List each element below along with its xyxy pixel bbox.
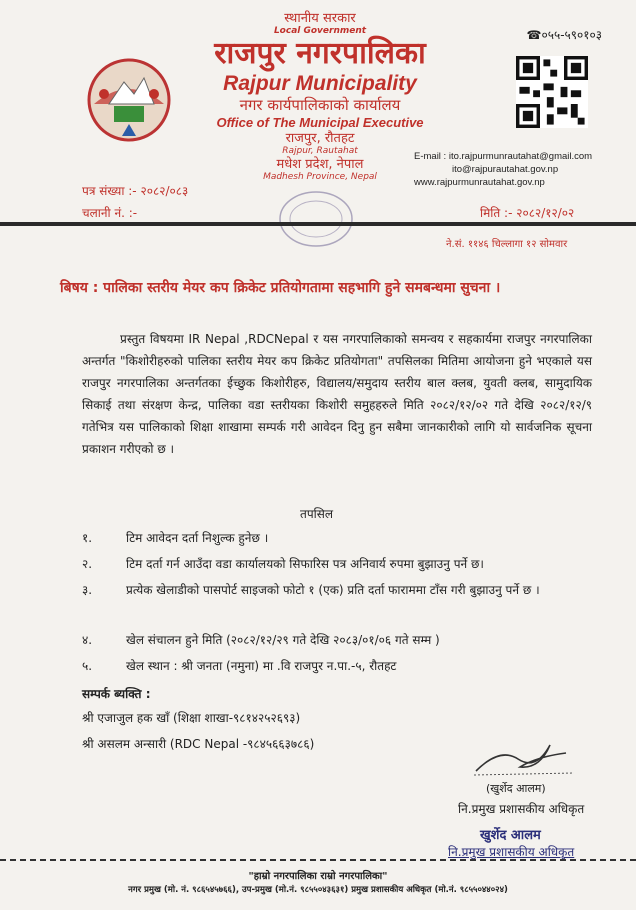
office-np: नगर कार्यपालिकाको कार्यालय xyxy=(239,96,401,114)
contact-person-1: श्री एजाजुल हक खाँ (शिक्षा शाखा-९८१४२५२६९३) xyxy=(82,711,301,725)
list-item xyxy=(82,527,602,549)
item-text: टिम दर्ता गर्न आउँदा वडा कार्यालयको सिफारिस पत्र अनिवार्य रुपमा बुझाउनु पर्ने छ। xyxy=(126,557,484,571)
qr-code-icon xyxy=(516,56,588,128)
dispatch-number: चलानी नं. :- xyxy=(82,206,138,220)
stamp-name: खुर्शेद आलम xyxy=(480,828,541,843)
item-text: खेल स्थान : श्री जनता (नमुना) मा .वि राजपुर न.पा.-५, रौतहट xyxy=(126,659,397,673)
header-divider xyxy=(0,222,636,226)
signatory-title: नि.प्रमुख प्रशासकीय अधिकृत xyxy=(458,802,585,816)
email-secondary: ito@rajpurautahat.gov.np xyxy=(452,164,559,175)
nepal-sambat-date: ने.सं. ११४६ चिल्लागा १२ सोमवार xyxy=(446,239,568,250)
reference-number xyxy=(82,182,188,199)
list-item xyxy=(82,655,602,677)
stamp-title: नि.प्रमुख प्रशासकीय अधिकृत xyxy=(448,845,575,859)
contact-persons-heading: सम्पर्क ब्यक्ति : xyxy=(82,687,151,701)
item-text: टिम आवेदन दर्ता निशुल्क हुनेछ । xyxy=(126,531,269,545)
office-stamp-icon xyxy=(276,188,356,250)
office-en: Office of The Municipal Executive xyxy=(216,115,424,130)
website: www.rajpurmunrautahat.gov.np xyxy=(414,177,545,188)
footer-slogan: "हाम्रो नगरपालिका राम्रो नगरपालिका" xyxy=(248,871,388,882)
item-text: प्रत्येक खेलाडीको पासपोर्ट साइजको फोटो १ (एक) प्रति दर्ता फाराममा टाँस गरी बुझाउनु पर्ने छ । xyxy=(126,583,540,597)
reference-value: २०८२/०८३ xyxy=(140,184,189,198)
place-en: Rajpur, Rautahat xyxy=(282,146,358,156)
notice-body: प्रस्तुत विषयमा IR Nepal ,RDCNepal र यस नगरपालिकाको समन्वय र सहकार्यमा राजपुर नगरपालिका अन्तर्गत "किशोरीहरुको पालिका स्तरीय मेयर कप क्रिकेट प्रतियोगता" तपसिलका मितिमा आयोजना हुने भएकाले यस राजपुर नगरपालिका अन्तर्गतका ईच्छुक किशोरीहरु, विद्यालय/समुदाय स्तरीय बाल क्लब, युवती क्लब, सामुदायिक सिकाई तथा संरक्षण केन्द्र, पालिका वडा स्तरीयका किशोरी समुहहरुले मिति २०८२/१२/०२ गते देखि २०८२/१२/९ गतेभित्र यस पालिकाको शिक्षा शाखामा सम्पर्क गरी आवेदन दिनु हुन सबैमा जानकारीको लागि यो सार्वजनिक सूचना प्रकाशन गरीएको छ । xyxy=(82,332,592,456)
reference-label: पत्र संख्या :- xyxy=(82,184,137,198)
date-label: मिति :- xyxy=(480,206,513,220)
item-number: ३. xyxy=(82,583,93,597)
gov-np: स्थानीय सरकार xyxy=(284,11,356,26)
municipality-np: राजपुर नगरपालिका xyxy=(214,36,426,71)
list-item xyxy=(82,629,602,651)
gov-en: Local Government xyxy=(273,26,367,36)
list-item xyxy=(82,579,602,601)
email: E-mail : ito.rajpurmunrautahat@gmail.com xyxy=(414,151,593,162)
item-number: ५. xyxy=(82,659,93,673)
signature-icon xyxy=(470,735,580,780)
schedule-heading: तपसिल xyxy=(300,507,334,521)
municipality-en: Rajpur Municipality xyxy=(223,72,417,95)
contact-person-2: श्री असलम अन्सारी (RDC Nepal -९८४५६६३७८६) xyxy=(82,737,315,751)
footer-divider xyxy=(0,859,636,861)
contact-info xyxy=(414,150,592,189)
phone-number: ☎०५५-५९०१०३ xyxy=(526,28,602,42)
place-np: राजपुर, रौतहट xyxy=(285,131,355,146)
date-value: २०८२/१२/०२ xyxy=(516,206,575,220)
list-item xyxy=(82,553,602,575)
nepal-emblem-icon xyxy=(84,54,174,146)
item-number: १. xyxy=(82,531,93,545)
item-number: ४. xyxy=(82,633,93,647)
province-en: Madhesh Province, Nepal xyxy=(263,172,377,182)
province-np: मधेश प्रदेश, नेपाल xyxy=(276,157,364,172)
letter-date xyxy=(480,204,574,221)
item-number: २. xyxy=(82,557,93,571)
signatory-name: (खुर्शेद आलम) xyxy=(486,782,546,795)
subject-line: बिषय : पालिका स्तरीय मेयर कप क्रिकेट प्रतियोगतामा सहभागि हुने समबन्धमा सुचना । xyxy=(60,280,501,296)
footer-contacts: नगर प्रमुख (मो. नं. ९८६५४५७६६), उप-प्रमुख (मो.नं. ९८५५०४३६३१) प्रमुख प्रशासकीय अधिकृत (मो.नं. ९८५५०४४०२४) xyxy=(128,885,508,895)
item-text: खेल संचालन हुने मिति (२०८२/१२/२९ गते देखि २०८३/०१/०६ गते सम्म ) xyxy=(126,633,440,647)
